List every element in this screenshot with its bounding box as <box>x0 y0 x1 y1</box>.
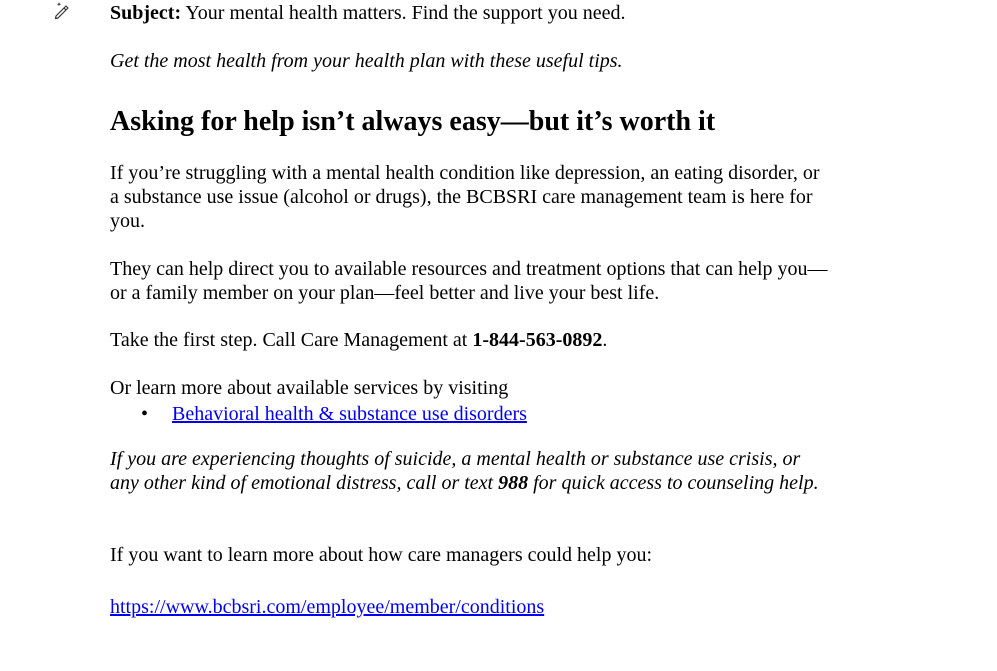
behavioral-health-link[interactable]: Behavioral health & substance use disorders <box>172 403 527 425</box>
tips-line: Get the most health from your health plan with these useful tips. <box>110 50 623 72</box>
bullet-icon: • <box>141 403 149 425</box>
learn-more-intro: Or learn more about available services by visiting <box>110 377 509 399</box>
subject-line <box>110 1 626 25</box>
page-heading: Asking for help isn’t always easy—but it’s worth it <box>110 106 716 137</box>
call-suffix: . <box>602 329 608 351</box>
phone-number: 1-844-563-0892 <box>472 329 603 351</box>
call-prefix: Take the first step. Call Care Management at <box>110 329 473 351</box>
paragraph-line <box>110 471 870 495</box>
call-line <box>110 328 607 352</box>
paragraph-line: They can help direct you to available resources and treatment options that can help you— <box>110 258 828 280</box>
paragraph-line: a substance use issue (alcohol or drugs), the BCBSRI care management team is here for <box>110 186 813 208</box>
crisis-prefix: any other kind of emotional distress, call or text <box>110 472 499 494</box>
sparkle-pen-icon <box>53 0 73 20</box>
paragraph-resources <box>110 257 870 305</box>
subject-text: Your mental health matters. Find the support you need. <box>181 2 626 24</box>
care-managers-line: If you want to learn more about how care managers could help you: <box>110 544 653 566</box>
paragraph-line: you. <box>110 210 145 232</box>
url-line <box>110 595 544 619</box>
paragraph-line: If you’re struggling with a mental health condition like depression, an eating disorder, or <box>110 162 820 184</box>
subject-label: Subject: <box>110 2 182 24</box>
conditions-url-link[interactable]: https://www.bcbsri.com/employee/member/conditions <box>110 596 545 618</box>
crisis-number: 988 <box>498 472 529 494</box>
paragraph-struggling <box>110 161 870 233</box>
crisis-note <box>110 447 870 495</box>
paragraph-line: If you are experiencing thoughts of suicide, a mental health or substance use crisis, or <box>110 448 801 470</box>
paragraph-line: or a family member on your plan—feel better and live your best life. <box>110 282 660 304</box>
crisis-suffix: for quick access to counseling help. <box>528 472 819 494</box>
